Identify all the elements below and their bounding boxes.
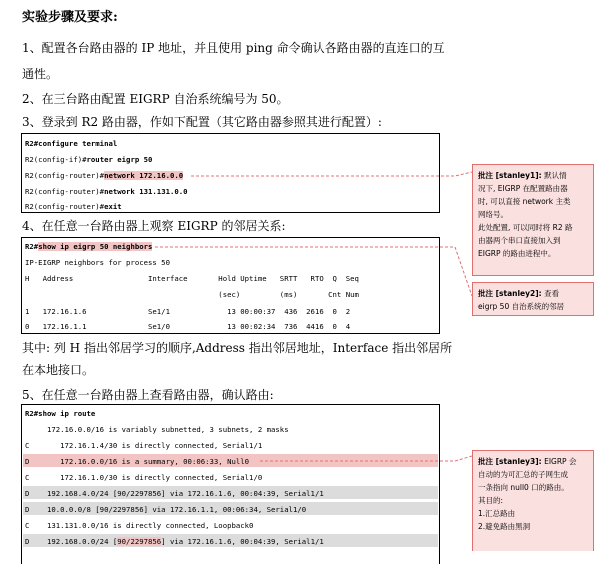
comment-stanley2[interactable]: 批注 [stanley2]: 查看 eigrp 50 自治系统的邻居 (472, 282, 594, 316)
section-heading: 实验步骤及要求: (22, 10, 118, 25)
code-line: D 192.168.0.0/24 [90/2297856] via 172.16.1.6, 00:04:39, Serial1/1 (25, 537, 324, 546)
code-line: C 131.131.0.0/16 is directly connected, Loopback0 (25, 521, 254, 530)
code-line: R2#show ip route (25, 409, 96, 418)
code-line: R2#configure terminal (25, 139, 118, 148)
step-2: 2、在三台路由配置 EIGRP 自治系统编号为 50。 (22, 92, 289, 106)
code-line: R2(config-if)#router eigrp 50 (25, 155, 153, 164)
step-1-line1: 1、配置各台路由器的 IP 地址，并且使用 ping 命令确认各路由器的直连口的互 (22, 41, 445, 55)
code-line: R2#show ip eigrp 50 neighbors (25, 242, 153, 251)
code-line: D 172.16.0.0/16 is a summary, 00:06:33, Null0 (25, 457, 250, 466)
step-5: 5、在任意一台路由器上查看路由器，确认路由: (22, 388, 274, 402)
code-line: D 10.0.0.0/8 [90/2297856] via 172.16.1.1, 00:06:34, Serial1/0 (25, 505, 307, 514)
code-line: 1 172.16.1.6 Se1/1 13 00:00:37 436 2616 0 2 (25, 307, 351, 316)
code-line: R2(config-router)#network 172.16.0.0 (25, 171, 184, 180)
code-line: H Address Interface Hold Uptime SRTT RTO Q Seq (25, 274, 359, 283)
code-line: (sec) (ms) Cnt Num (25, 290, 359, 299)
code-line: 172.16.0.0/16 is variably subnetted, 3 subnets, 2 masks (25, 425, 289, 434)
code-line: D 192.168.4.0/24 [90/2297856] via 172.16.1.6, 00:04:39, Serial1/1 (25, 489, 324, 498)
comment-stanley1[interactable]: 批注 [stanley1]: 默认情 况下, EIGRP 在配置路由器 时, 可以直接 network 主类 网络号。 此处配置, 可以同时将 R2 路 由器两个串口直接加入到 EIGRP 的路由进程中。 (472, 164, 594, 276)
comment-stanley3[interactable]: 批注 [stanley3]: EIGRP 会 自动的为可汇总的子网生成 一条指向 null0 口的路由。 其目的: 1.汇总路由 2.避免路由黑洞 (472, 450, 594, 551)
highlighted-show-cmd: show ip eigrp 50 neighbors (38, 242, 153, 251)
code-line: IP-EIGRP neighbors for process 50 (25, 258, 170, 267)
step-4: 4、在任意一台路由器上观察 EIGRP 的邻居关系: (22, 219, 286, 233)
explain-line2: 在本地接口。 (22, 363, 95, 377)
highlighted-network-cmd: network 172.16.0.0 (104, 171, 184, 180)
code-line: C 172.16.1.4/30 is directly connected, Serial1/1 (25, 441, 263, 450)
step-1-line2: 通性。 (22, 67, 59, 81)
step-3: 3、登录到 R2 路由器，作如下配置（其它路由器参照其进行配置）: (22, 115, 382, 129)
highlighted-metric: 90/2297856 (117, 537, 162, 546)
code-line: C 172.16.1.0/30 is directly connected, Serial1/0 (25, 473, 263, 482)
explain-line1: 其中: 列 H 指出邻居学习的顺序,Address 指出邻居地址，Interface 指出邻居所 (22, 341, 453, 355)
code-line: 0 172.16.1.1 Se1/0 13 00:02:34 736 4416 0 4 (25, 322, 351, 331)
code-line: R2(config-router)#exit (25, 202, 122, 211)
code-line: R2(config-router)#network 131.131.0.0 (25, 187, 188, 196)
